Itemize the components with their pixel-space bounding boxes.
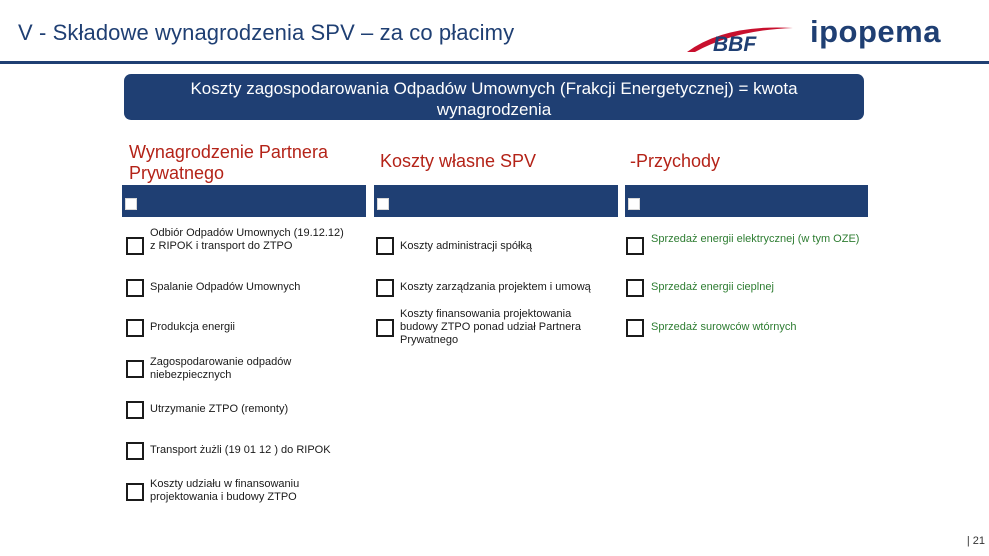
list-item: Zagospodarowanie odpadów niebezpiecznych <box>150 356 292 381</box>
column-bar-marker <box>377 198 389 210</box>
column-bar-partner <box>122 185 366 217</box>
list-item: Sprzedaż energii elektrycznej (w tym OZE) <box>651 233 860 245</box>
page-number-divider: | <box>966 535 973 547</box>
title-divider <box>0 61 989 64</box>
list-item: Koszty administracji spółką <box>400 240 533 252</box>
checkbox[interactable] <box>126 483 144 501</box>
checkbox[interactable] <box>126 401 144 419</box>
checkbox[interactable] <box>626 237 644 255</box>
checkbox[interactable] <box>126 442 144 460</box>
page-number-value: 21 <box>972 535 985 547</box>
list-item: Produkcja energii <box>150 321 235 333</box>
column-heading-spv-costs: Koszty własne SPV <box>380 151 537 171</box>
list-item: Koszty finansowania projektowania budowy ZTPO ponad udział Partnera Prywatnego <box>400 308 581 346</box>
checkbox[interactable] <box>126 237 144 255</box>
list-item: Utrzymanie ZTPO (remonty) <box>150 403 289 415</box>
column-bar-marker <box>125 198 137 210</box>
column-bar-marker <box>628 198 640 210</box>
checkbox[interactable] <box>376 237 394 255</box>
column-heading-partner: Wynagrodzenie Partnera Prywatnego <box>129 142 328 183</box>
checkbox[interactable] <box>376 279 394 297</box>
list-item: Sprzedaż energii cieplnej <box>651 281 774 293</box>
list-item: Transport żużli (19 01 12 ) do RIPOK <box>150 444 331 456</box>
list-item: Koszty zarządzania projektem i umową <box>400 281 591 293</box>
column-heading-income: -Przychody <box>630 151 721 171</box>
checkbox[interactable] <box>126 279 144 297</box>
list-item: Sprzedaż surowców wtórnych <box>651 321 797 333</box>
checkbox[interactable] <box>376 319 394 337</box>
checkbox[interactable] <box>626 279 644 297</box>
ipopema-logo: ipopema <box>810 14 941 49</box>
checkbox[interactable] <box>626 319 644 337</box>
checkbox[interactable] <box>126 360 144 378</box>
bbf-logo-text: BBF <box>713 33 757 56</box>
checkbox[interactable] <box>126 319 144 337</box>
summary-banner: Koszty zagospodarowania Odpadów Umownych (Frakcji Energetycznej) = kwota wynagrodzenia <box>124 74 864 120</box>
list-item: Spalanie Odpadów Umownych <box>150 281 301 293</box>
page-title: V - Składowe wynagrodzenia SPV – za co płacimy <box>18 20 515 45</box>
list-item: Odbiór Odpadów Umownych (19.12.12) z RIPOK i transport do ZTPO <box>150 227 344 252</box>
page-number <box>967 535 985 547</box>
column-bar-spv-costs <box>374 185 618 217</box>
bbf-logo <box>685 22 795 56</box>
column-bar-income <box>625 185 868 217</box>
list-item: Koszty udziału w finansowaniu projektowania i budowy ZTPO <box>150 478 300 503</box>
